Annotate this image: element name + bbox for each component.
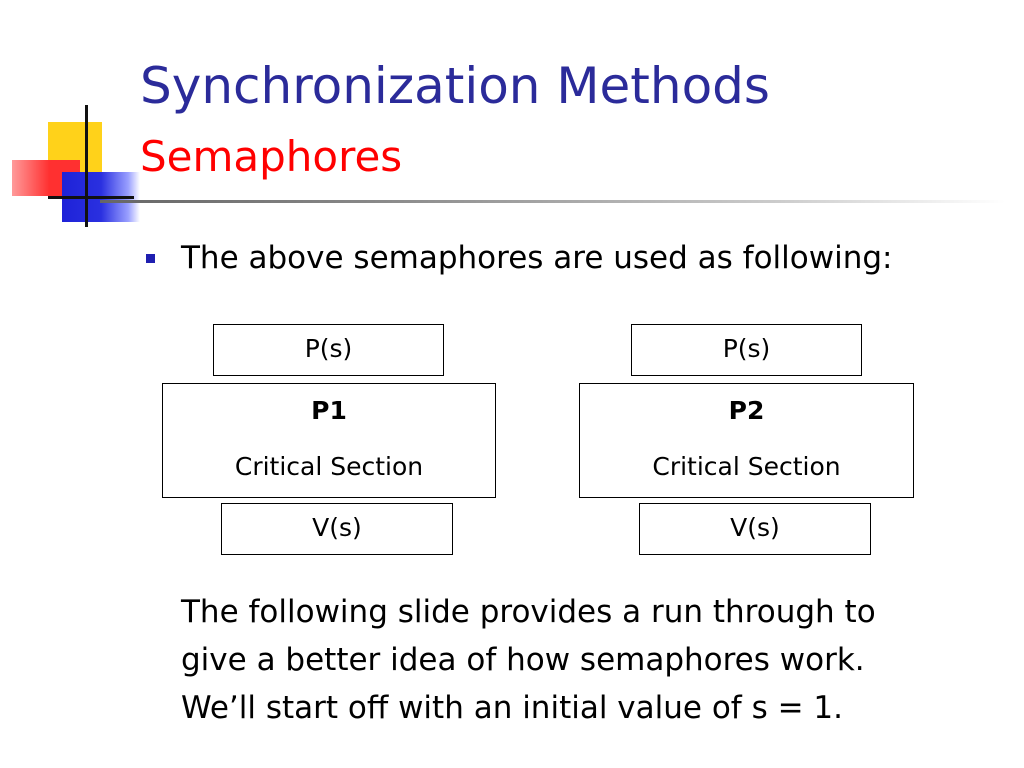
p1-process-box: [162, 383, 496, 498]
p1-critical-section-label: Critical Section: [234, 452, 424, 481]
p2-signal-box: V(s): [639, 503, 871, 555]
p2-process-box: [579, 383, 914, 498]
slide-title: Synchronization Methods: [140, 57, 770, 115]
explanation-line: We’ll start off with an initial value of s = 1.: [181, 690, 843, 726]
p2-process-name: P2: [728, 396, 765, 425]
explanation-paragraph: [181, 588, 876, 732]
title-underline: [100, 200, 1005, 203]
bullet-marker: [146, 254, 155, 263]
p1-process-name: P1: [311, 396, 347, 425]
p1-signal-box: V(s): [221, 503, 453, 555]
explanation-line: give a better idea of how semaphores work.: [181, 642, 865, 678]
decor-horizontal-line: [48, 196, 134, 199]
decor-vertical-line: [85, 105, 88, 227]
p1-wait-box: P(s): [213, 324, 444, 376]
p2-wait-box: P(s): [631, 324, 862, 376]
slide-subtitle: Semaphores: [140, 132, 403, 181]
explanation-line: The following slide provides a run through to: [181, 594, 876, 630]
p2-critical-section-label: Critical Section: [652, 452, 841, 481]
bullet-text: The above semaphores are used as following:: [181, 240, 893, 276]
